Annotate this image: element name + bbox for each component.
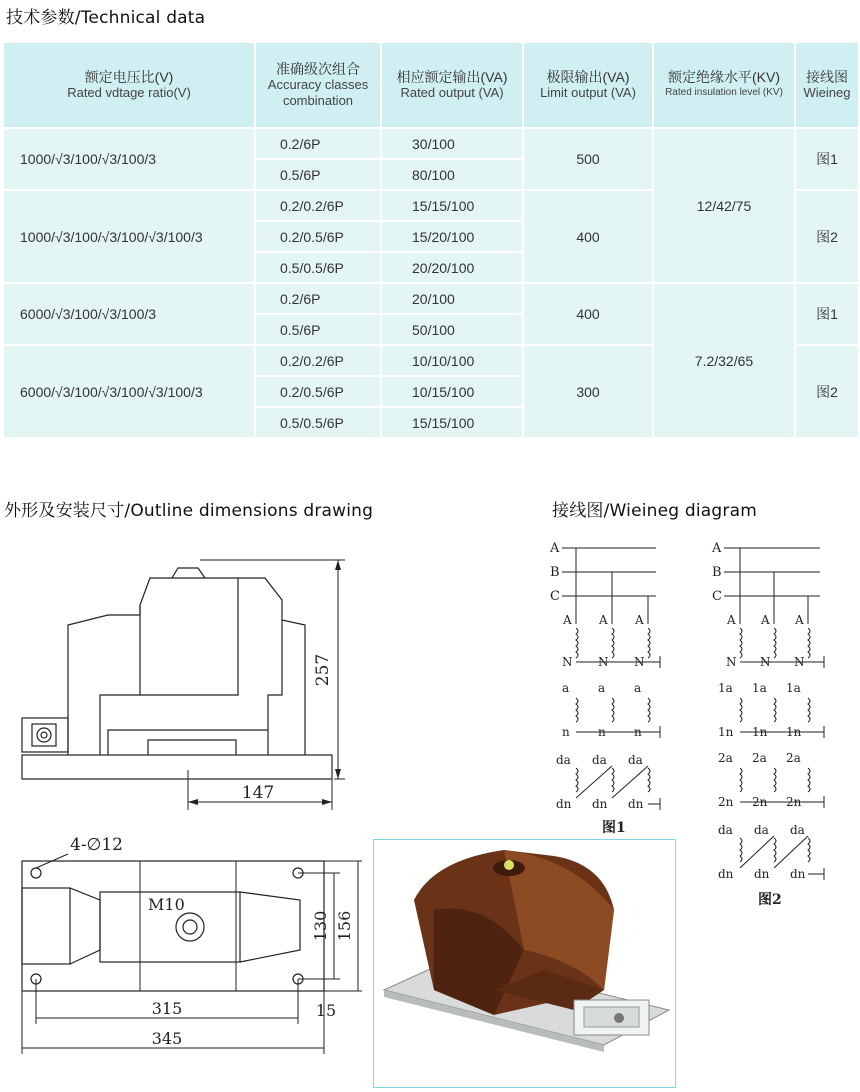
limit-cell: 400 [523, 190, 653, 283]
table-row [3, 128, 859, 159]
phase-label-b: B [712, 565, 722, 580]
output-cell: 10/10/100 [381, 345, 523, 376]
secondary1-start-label: 1a [752, 681, 767, 695]
ratio-cell: 6000/√3/100/√3/100/3 [3, 283, 255, 345]
output-cell: 15/20/100 [381, 221, 523, 252]
product-photo-frame [373, 839, 676, 1088]
residual-start-label: da [628, 753, 643, 767]
left-foot [100, 695, 140, 755]
plan-neck-right [240, 892, 300, 962]
terminal-screw [37, 728, 51, 742]
output-cell: 15/15/100 [381, 407, 523, 438]
wiring-diagram-fig1 [540, 532, 675, 840]
foot-recess [148, 740, 236, 755]
plan-terminal-box [22, 888, 70, 964]
dim-holes-label: 4-∅12 [70, 835, 124, 855]
wiring-cell: 图2 [795, 190, 859, 283]
dim-257-label: 257 [313, 653, 333, 687]
residual-end-label: dn [718, 867, 734, 881]
limit-cell: 300 [523, 345, 653, 438]
phase-label-c: C [550, 589, 560, 604]
dim-156-label: 156 [335, 910, 354, 942]
secondary2-end-label: 2n [752, 795, 768, 809]
base-plate [22, 755, 332, 779]
wiring-diagram-title: 接线图/Wieineg diagram [552, 501, 757, 521]
table-header-row [3, 42, 859, 128]
primary-end-label: N [562, 655, 573, 669]
accuracy-cell: 0.2/0.5/6P [255, 376, 381, 407]
secondary-start-label: a [634, 681, 642, 695]
dim-130-label: 130 [311, 910, 330, 942]
accuracy-cell: 0.2/0.2/6P [255, 190, 381, 221]
secondary2-end-label: 2n [786, 795, 802, 809]
primary-end-label: N [760, 655, 771, 669]
accuracy-cell: 0.5/6P [255, 314, 381, 345]
foot-block [108, 730, 268, 755]
wiring-cell: 图1 [795, 128, 859, 190]
insulation-cell: 12/42/75 [653, 128, 795, 283]
residual-end-label: dn [556, 797, 572, 811]
wiring-diagram-fig2 [700, 532, 840, 912]
product-photo [374, 840, 675, 1087]
secondary2-start-label: 2a [786, 751, 801, 765]
terminal-screw-core [41, 732, 47, 738]
header-wiring: 接线图 Wieineg [795, 42, 859, 128]
phase-label-c: C [712, 589, 722, 604]
fig1-caption: 图1 [602, 820, 626, 836]
secondary2-start-label: 2a [718, 751, 733, 765]
secondary-end-label: n [598, 725, 606, 739]
right-support [268, 620, 282, 730]
residual-start-label: da [718, 823, 733, 837]
residual-start-label: da [754, 823, 769, 837]
secondary1-start-label: 1a [718, 681, 733, 695]
limit-cell: 400 [523, 283, 653, 345]
output-cell: 50/100 [381, 314, 523, 345]
plan-neck-left [70, 888, 100, 964]
insulation-cell: 7.2/32/65 [653, 283, 795, 438]
top-terminal [172, 568, 205, 578]
dim-315-label: 315 [151, 999, 183, 1018]
header-limit-output: 极限输出(VA) Limit output (VA) [523, 42, 653, 128]
output-cell: 30/100 [381, 128, 523, 159]
phase-label-a: A [712, 541, 722, 556]
outline-dimensions-title: 外形及安装尺寸/Outline dimensions drawing [4, 501, 374, 521]
output-cell: 15/15/100 [381, 190, 523, 221]
terminal-box [22, 718, 68, 752]
residual-end-label: dn [592, 797, 608, 811]
secondary1-end-label: 1n [718, 725, 734, 739]
primary-end-label: N [726, 655, 737, 669]
accuracy-cell: 0.2/0.5/6P [255, 221, 381, 252]
phase-label-b: B [550, 565, 560, 580]
wiring-cell: 图1 [795, 283, 859, 345]
header-rated-output: 相应额定输出(VA) Rated output (VA) [381, 42, 523, 128]
output-cell: 20/20/100 [381, 252, 523, 283]
m10-terminal [176, 913, 204, 941]
fig2-caption: 图2 [758, 892, 782, 908]
residual-end-label: dn [790, 867, 806, 881]
residual-end-label: dn [628, 797, 644, 811]
limit-cell: 500 [523, 128, 653, 190]
wiring-cell: 图2 [795, 345, 859, 438]
primary-start-label: A [727, 613, 736, 627]
secondary-end-label: n [634, 725, 642, 739]
top-plan-drawing [0, 828, 375, 1058]
side-elevation-drawing [0, 530, 380, 815]
header-rated-voltage-ratio: 额定电压比(V) Rated vdtage ratio(V) [3, 42, 255, 128]
primary-start-label: A [563, 613, 572, 627]
terminal-box-inner [32, 724, 56, 746]
primary-end-label: N [634, 655, 645, 669]
primary-start-label: A [761, 613, 770, 627]
secondary-start-label: a [598, 681, 606, 695]
header-insulation-level: 额定绝缘水平(KV) Rated insulation level (KV) [653, 42, 795, 128]
ratio-cell: 6000/√3/100/√3/100/√3/100/3 [3, 345, 255, 438]
mount-hole [31, 868, 41, 878]
accuracy-cell: 0.5/6P [255, 159, 381, 190]
secondary1-end-label: 1n [786, 725, 802, 739]
output-cell: 20/100 [381, 283, 523, 314]
secondary2-start-label: 2a [752, 751, 767, 765]
ratio-cell: 1000/√3/100/√3/100/3 [3, 128, 255, 190]
secondary1-start-label: 1a [786, 681, 801, 695]
accuracy-cell: 0.5/0.5/6P [255, 407, 381, 438]
secondary-start-label: a [562, 681, 570, 695]
housing-outline [68, 578, 305, 755]
m10-terminal-inner [183, 920, 197, 934]
primary-start-label: A [599, 613, 608, 627]
residual-start-label: da [592, 753, 607, 767]
technical-data-table [2, 41, 860, 439]
secondary-end-label: n [562, 725, 570, 739]
primary-end-label: N [794, 655, 805, 669]
housing-body [140, 578, 238, 695]
secondary1-end-label: 1n [752, 725, 768, 739]
residual-start-label: da [790, 823, 805, 837]
ratio-cell: 1000/√3/100/√3/100/√3/100/3 [3, 190, 255, 283]
phase-label-a: A [550, 541, 560, 556]
accuracy-cell: 0.2/6P [255, 283, 381, 314]
table-row [3, 283, 859, 314]
dim-147-label: 147 [241, 783, 275, 803]
technical-data-title: 技术参数/Technical data [6, 8, 206, 28]
output-cell: 10/15/100 [381, 376, 523, 407]
accuracy-cell: 0.2/0.2/6P [255, 345, 381, 376]
header-accuracy-classes: 准确级次组合 Accuracy classes combination [255, 42, 381, 128]
secondary2-end-label: 2n [718, 795, 734, 809]
accuracy-cell: 0.5/0.5/6P [255, 252, 381, 283]
plan-base [22, 861, 324, 991]
dim-15-label: 15 [315, 1001, 337, 1020]
residual-start-label: da [556, 753, 571, 767]
dim-m10-label: M10 [148, 895, 185, 914]
output-cell: 80/100 [381, 159, 523, 190]
primary-start-label: A [795, 613, 804, 627]
residual-end-label: dn [754, 867, 770, 881]
accuracy-cell: 0.2/6P [255, 128, 381, 159]
primary-end-label: N [598, 655, 609, 669]
dim-345-label: 345 [151, 1029, 183, 1048]
primary-start-label: A [635, 613, 644, 627]
